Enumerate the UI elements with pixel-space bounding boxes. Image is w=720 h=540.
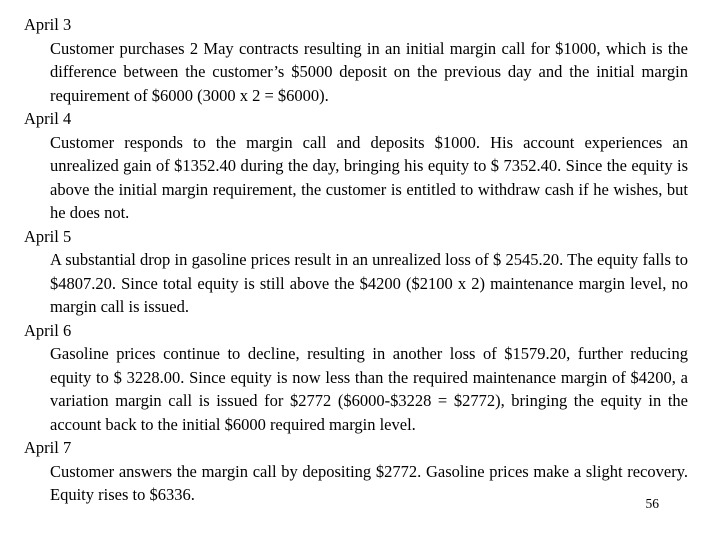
entry-date-april-4: April 4: [24, 109, 72, 128]
entry-text-april-3: Customer purchases 2 May contracts resulting in an initial margin call for $1000, which is the difference between the customer’s $5000 deposit on the previous day and the initial margin requirement of $6000 (3000 x 2 = $6000).: [50, 38, 688, 105]
slide-content: [24, 13, 688, 507]
entry-text-april-4: Customer responds to the margin call and deposits $1000. His account experiences an unrealized gain of $1352.40 during the day, bringing his equity to $ 7352.40. Since the equity is above the initial margin requirement, the customer is entitled to withdraw cash if he wishes, but he does not.: [50, 132, 688, 222]
entry-date-april-7: April 7: [24, 438, 72, 457]
page-number: 56: [645, 496, 659, 511]
entry-text-april-7: Customer answers the margin call by depositing $2772. Gasoline prices make a slight recovery. Equity rises to $6336.: [50, 461, 688, 504]
entry-date-april-3: April 3: [24, 15, 72, 34]
entry-date-april-5: April 5: [24, 226, 72, 246]
entry-text-april-5: A substantial drop in gasoline prices result in an unrealized loss of $ 2545.20. The equity falls to $4807.20. Since total equity is still above the $4200 ($2100 x 2) maintenance margin level, no margin call is issued.: [50, 250, 688, 316]
entry-date-april-6: April 6: [24, 320, 72, 340]
entry-text-april-6: Gasoline prices continue to decline, resulting in another loss of $1579.20, further reducing equity to $ 3228.00. Since equity is now less than the required maintenance margin of $4200, a variation margin call is issued for $2772 ($6000-$3228 = $2772), bringing the equity in the account back to the initial $6000 required margin level.: [50, 344, 688, 434]
